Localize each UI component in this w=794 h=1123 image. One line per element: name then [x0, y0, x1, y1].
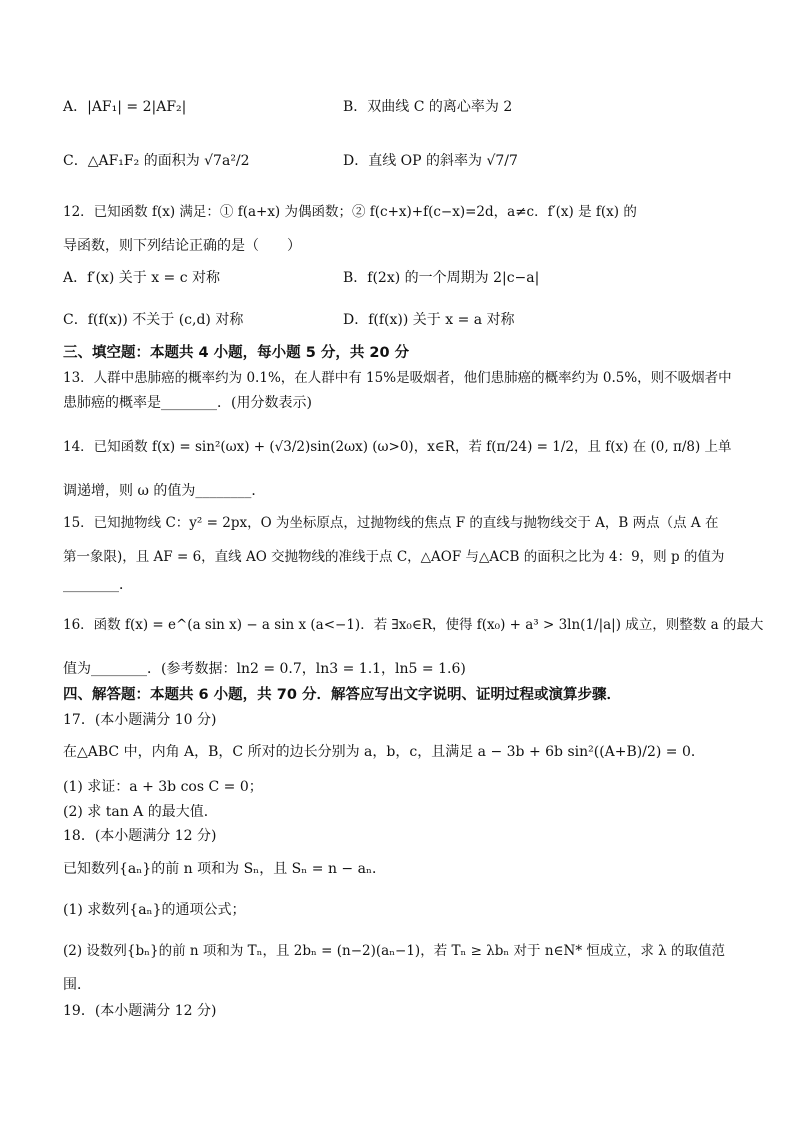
q11-option-c: C．△AF₁F₂ 的面积为 √7a²/2	[63, 153, 250, 169]
q17-header: 17．(本小题满分 10 分)	[63, 712, 217, 728]
q14-line1: 14．已知函数 f(x) = sin²(ωx) + (√3/2)sin(2ωx) (ω>0)，x∈R，若 f(π/24) = 1/2，且 f(x) 在 (0, π/8) 上单	[63, 439, 732, 455]
q15-line3: ________．	[63, 577, 133, 593]
q11-option-a: A．|AF₁| = 2|AF₂|	[63, 99, 187, 115]
section4-title: 四、解答题：本题共 6 小题，共 70 分．解答应写出文字说明、证明过程或演算步骤．	[63, 687, 621, 703]
q15-line1: 15．已知抛物线 C：y² = 2px，O 为坐标原点，过抛物线的焦点 F 的直线与抛物线交于 A，B 两点（点 A 在	[63, 515, 719, 531]
q18-header: 18．(本小题满分 12 分)	[63, 828, 217, 844]
q14-line2: 调递增，则 ω 的值为________．	[63, 483, 266, 499]
q13-line2: 患肺癌的概率是________．(用分数表示)	[63, 395, 312, 411]
q12-option-d: D．f(f(x)) 关于 x = a 对称	[343, 312, 515, 328]
q12-option-a: A．f′(x) 关于 x = c 对称	[63, 270, 221, 286]
q12-option-c: C．f(f(x)) 不关于 (c,d) 对称	[63, 312, 244, 328]
q15-line2: 第一象限)，且 AF = 6，直线 AO 交抛物线的准线于点 C，△AOF 与△ACB 的面积之比为 4：9，则 p 的值为	[63, 549, 725, 565]
q12-option-b: B．f(2x) 的一个周期为 2|c−a|	[343, 270, 540, 286]
section3-title: 三、填空题：本题共 4 小题，每小题 5 分，共 20 分	[63, 345, 410, 361]
q11-option-d: D．直线 OP 的斜率为 √7/7	[343, 153, 518, 169]
q18-stem: 已知数列{aₙ}的前 n 项和为 Sₙ，且 Sₙ = n − aₙ．	[63, 861, 387, 877]
q18-part2-line1: (2) 设数列{bₙ}的前 n 项和为 Tₙ，且 2bₙ = (n−2)(aₙ−1)，若 Tₙ ≥ λbₙ 对于 n∈N* 恒成立，求 λ 的取值范	[63, 943, 726, 959]
q18-part2-line2: 围．	[63, 977, 91, 993]
q17-part1: (1) 求证：a + 3b cos C = 0；	[63, 779, 263, 795]
q12-stem-line1: 12．已知函数 f(x) 满足：① f(a+x) 为偶函数；② f(c+x)+f(c−x)=2d，a≠c．f′(x) 是 f(x) 的	[63, 204, 637, 220]
q16-line2: 值为________．(参考数据：ln2 = 0.7，ln3 = 1.1，ln5 = 1.6)	[63, 661, 466, 677]
q12-stem-line2: 导函数，则下列结论正确的是（ ）	[63, 238, 301, 254]
q17-part2: (2) 求 tan A 的最大值．	[63, 804, 218, 820]
q16-line1: 16．函数 f(x) = e^(a sin x) − a sin x (a<−1)．若 ∃x₀∈R，使得 f(x₀) + a³ > 3ln(1/|a|) 成立，则整数 a 的最大	[63, 617, 764, 633]
q18-part1: (1) 求数列{aₙ}的通项公式；	[63, 902, 246, 918]
q11-option-b: B．双曲线 C 的离心率为 2	[343, 99, 513, 115]
q19-header: 19．(本小题满分 12 分)	[63, 1003, 217, 1019]
q13-line1: 13．人群中患肺癌的概率约为 0.1%，在人群中有 15%是吸烟者，他们患肺癌的概率约为 0.5%，则不吸烟者中	[63, 370, 732, 386]
q17-stem: 在△ABC 中，内角 A，B，C 所对的边长分别为 a，b，c，且满足 a − 3b + 6b sin²((A+B)/2) = 0．	[63, 744, 705, 760]
